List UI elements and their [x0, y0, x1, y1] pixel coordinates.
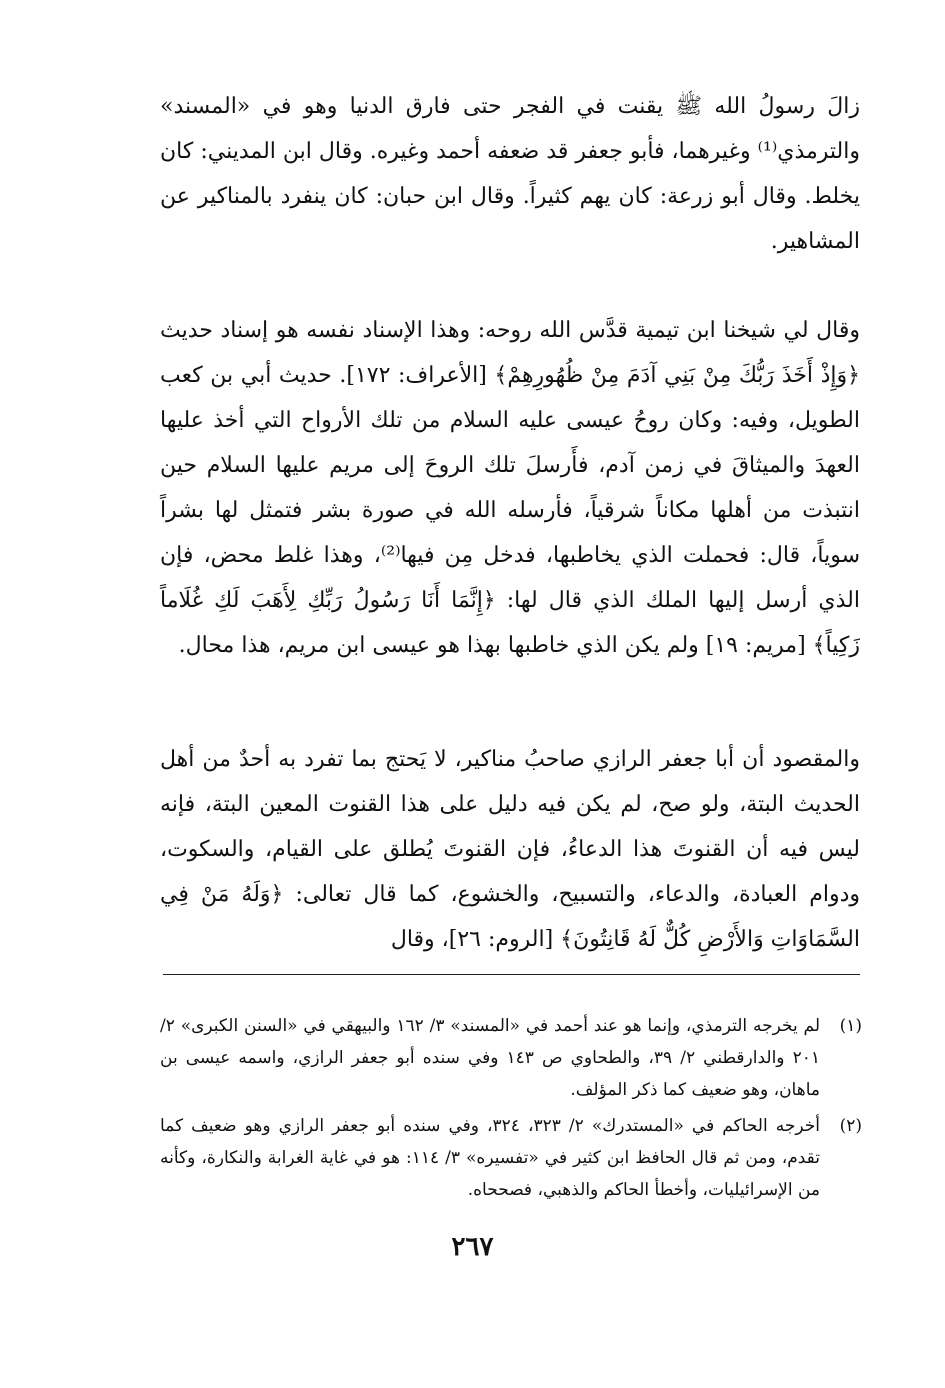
page-number: ٢٦٧ — [451, 1232, 494, 1262]
footnote-text: لم يخرجه الترمذي، وإنما هو عند أحمد في «المسند» ٣/ ١٦٢ والبيهقي في «السنن الكبرى» ٢/ ٢٠١ والدارقطني ٢/ ٣٩، والطحاوي ص ١٤٣ وفي سنده أبو جعفر الرازي، واسمه عيسى بن ماهان، وهو ضعيف كما ذكر المؤلف. — [160, 1016, 820, 1100]
footnote-number: (٢) — [839, 1116, 862, 1136]
footnote-number: (١) — [839, 1016, 862, 1036]
body-paragraph-1: زالَ رسولُ الله ﷺ يقنت في الفجر حتى فارق الدنيا وهو في «المسند» والترمذي⁽¹⁾ وغيرهما، فأبو جعفر قد ضعفه أحمد وغيره. وقال ابن المديني: كان يخلط. وقال أبو زرعة: كان يهم كثيراً. وقال ابن حبان: كان ينفرد بالمناكير عن المشاهير. — [160, 94, 860, 254]
body-paragraph-2: وقال لي شيخنا ابن تيمية قدَّس الله روحه: وهذا الإسناد نفسه هو إسناد حديث ﴿وَإِذْ أَخَذَ رَبُّكَ مِنْ بَنِي آدَمَ مِنْ ظُهُورِهِمْ﴾ [الأعراف: ١٧٢]. حديث أبي بن كعب الطويل، وفيه: وكان روحُ عيسى عليه السلام من تلك الأرواح التي أخذ عليها العهدَ والميثاقَ في زمن آدم، فأَرسلَ تلك الروحَ إلى مريم عليها السلام حين انتبذت من أهلها مكاناً شرقياً، فأرسله الله في صورة بشر فتمثل لها بشراً سوياً، قال: فحملت الذي يخاطبها، فدخل مِن فيها⁽²⁾، وهذا غلط محض، فإن الذي أرسل إليها الملك الذي قال لها: ﴿إِنَّمَا أَنَا رَسُولُ رَبِّكِ لِأَهَبَ لَكِ غُلَاماً زَكِياً﴾ [مريم: ١٩] ولم يكن الذي خاطبها بهذا هو عيسى ابن مريم، هذا محال. — [160, 318, 861, 658]
footnote-2 — [160, 1110, 862, 1206]
footnote-text: أخرجه الحاكم في «المستدرك» ٢/ ٣٢٣، ٣٢٤، وفي سنده أبو جعفر الرازي وهو ضعيف كما تقدم، ومن ثم قال الحافظ ابن كثير في «تفسيره» ٣/ ١١٤: هو في غاية الغرابة والنكارة، وكأنه من الإسرائيليات، وأخطأ الحاكم والذهبي، فصححاه. — [160, 1116, 821, 1200]
footnote-separator — [163, 974, 860, 975]
footnotes — [160, 1010, 862, 1210]
footnote-1 — [160, 1010, 862, 1106]
body-paragraph-3: والمقصود أن أبا جعفر الرازي صاحبُ مناكير، لا يَحتج بما تفرد به أحدٌ من أهل الحديث البتة، ولو صح، لم يكن فيه دليل على هذا القنوت المعين البتة، فإنه ليس فيه أن القنوتَ هذا الدعاءُ، فإن القنوتَ يُطلق على القيام، والسكوت، ودوام العبادة، والدعاء، والتسبيح، والخشوع، كما قال تعالى: ﴿وَلَهُ مَنْ فِي السَّمَاوَاتِ وَالأَرْضِ كُلٌّ لَهُ قَانِتُونَ﴾ [الروم: ٢٦]، وقال — [160, 747, 860, 952]
